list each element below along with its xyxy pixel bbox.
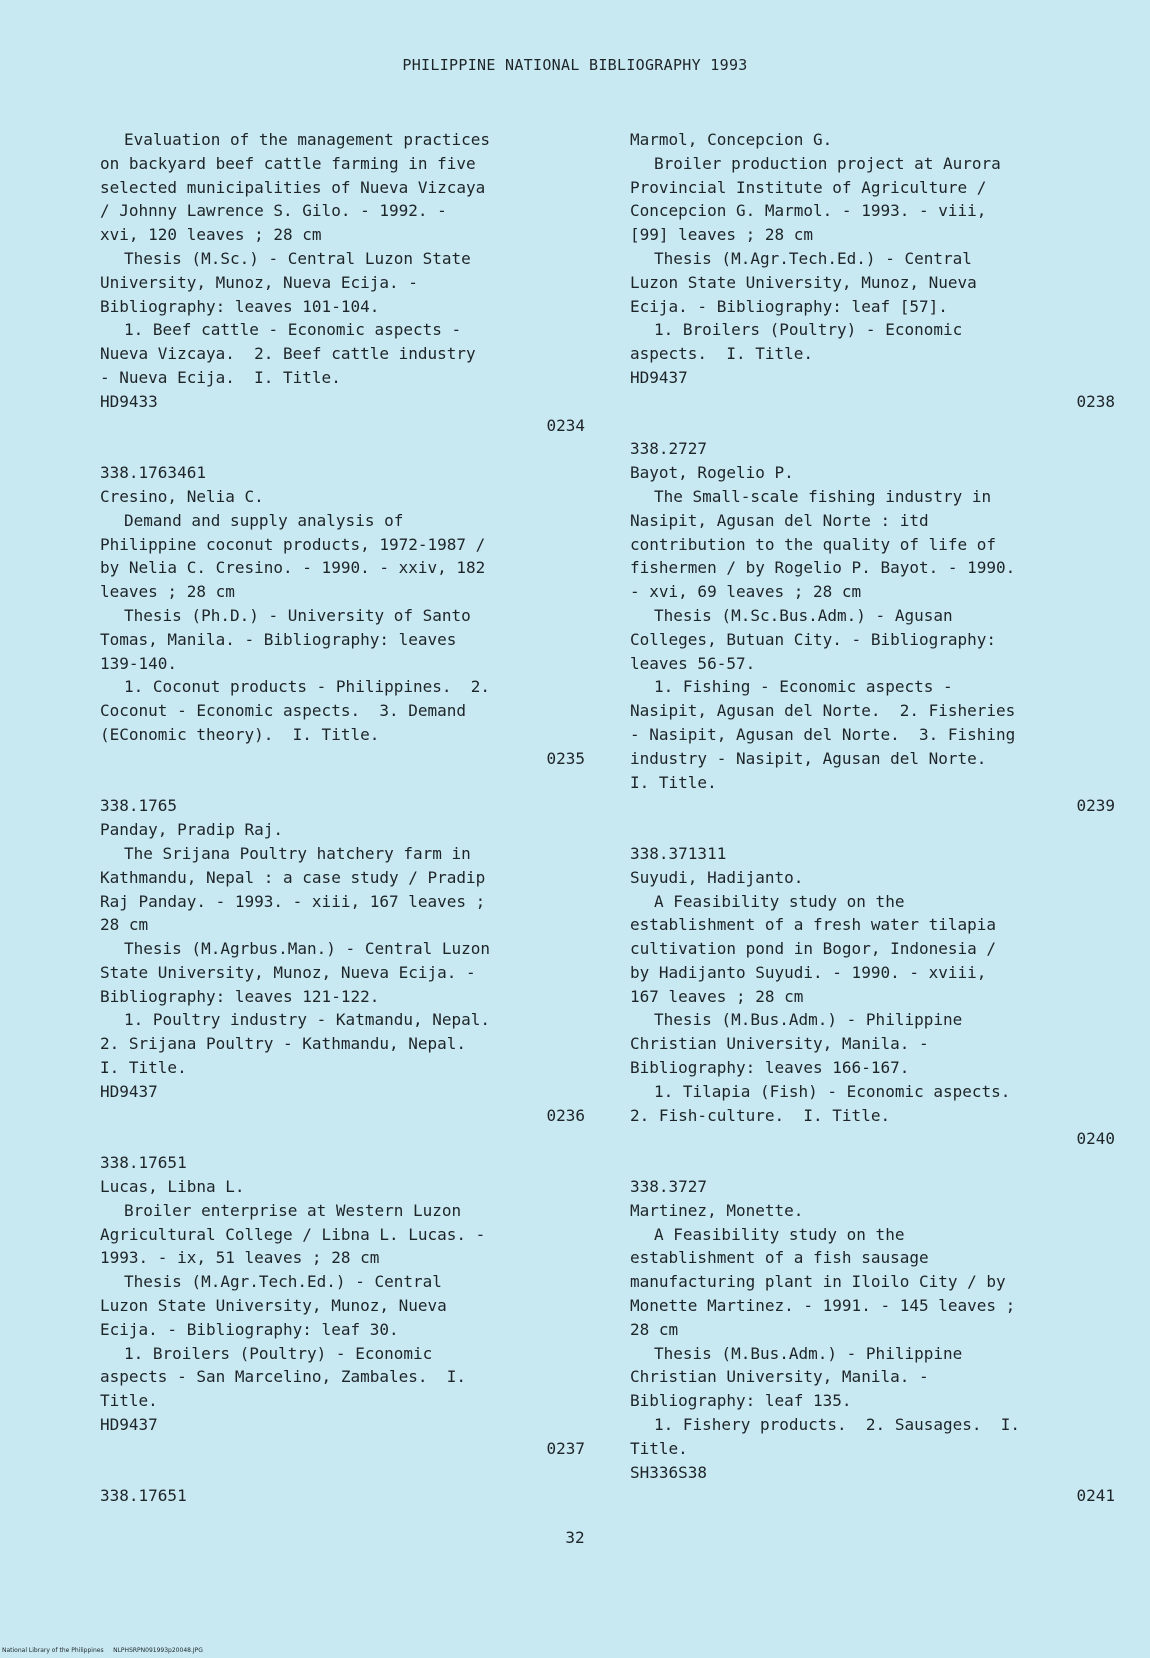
entry-line: Luzon State University, Munoz, Nueva (630, 272, 977, 292)
entry-line: Concepcion G. Marmol. - 1993. - viii, (630, 201, 987, 221)
page-header: PHILIPPINE NATIONAL BIBLIOGRAPHY 1993 (402, 56, 748, 74)
entry-line: manufacturing plant in Iloilo City / by (630, 1272, 1006, 1292)
entry-line: 28 cm (100, 915, 149, 935)
entry-line: Thesis (Ph.D.) - University of Santo (124, 605, 471, 625)
entry-gap (100, 437, 585, 461)
entry-line: Panday, Pradip Raj. (100, 820, 284, 840)
entry-line: I. Title. (100, 1058, 187, 1078)
entry-number: 0236 (546, 1105, 585, 1125)
entry-line: Demand and supply analysis of (124, 510, 404, 530)
entry-line: aspects - San Marcelino, Zambales. I. (100, 1367, 467, 1387)
entry-line: 28 cm (630, 1319, 679, 1339)
entry-line: Agricultural College / Libna L. Lucas. - (100, 1224, 486, 1244)
entry-line: leaves ; 28 cm (100, 582, 235, 602)
entry-line: I. Title. (630, 772, 717, 792)
entry-line: Luzon State University, Munoz, Nueva (100, 1296, 447, 1316)
entry-line: 1. Beef cattle - Economic aspects - (124, 320, 462, 340)
entry-line: [99] leaves ; 28 cm (630, 225, 814, 245)
entry-line: Lucas, Libna L. (100, 1177, 245, 1197)
entry-number: 0240 (1076, 1129, 1115, 1149)
entry-line: by Hadijanto Suyudi. - 1990. - xviii, (630, 962, 987, 982)
entry-line: Thesis (M.Sc.) - Central Luzon State (124, 248, 471, 268)
entry-line: contribution to the quality of life of (630, 534, 997, 554)
entry-line: Marmol, Concepcion G. (630, 130, 833, 149)
entry-line: 1. Tilapia (Fish) - Economic aspects. (654, 1081, 1011, 1101)
entry-number: 0239 (1076, 796, 1115, 816)
entry-line: 338.371311 (630, 843, 727, 863)
entry-line: by Nelia C. Cresino. - 1990. - xxiv, 182 (100, 558, 486, 578)
entry-line: 1. Broilers (Poultry) - Economic (654, 320, 963, 340)
entry-line: industry - Nasipit, Agusan del Norte. (630, 748, 987, 768)
entry-line: Tomas, Manila. - Bibliography: leaves (100, 629, 457, 649)
entry-line: on backyard beef cattle farming in five (100, 153, 476, 173)
entry-gap (100, 1127, 585, 1151)
entry-line: leaves 56-57. (630, 653, 756, 673)
entry-line: Thesis (M.Agr.Tech.Ed.) - Central (654, 248, 972, 268)
left-column (100, 128, 585, 1508)
entry-line: Thesis (M.Agrbus.Man.) - Central Luzon (124, 939, 491, 959)
entry-line: xvi, 120 leaves ; 28 cm (100, 225, 322, 245)
entry-line: Title. (100, 1391, 158, 1411)
entry-line: 2. Fish-culture. I. Title. (630, 1105, 891, 1125)
entry-line: Thesis (M.Agr.Tech.Ed.) - Central (124, 1272, 442, 1292)
right-column (630, 128, 1115, 1508)
entry-line: selected municipalities of Nueva Vizcaya (100, 177, 486, 197)
entry-line: 1. Broilers (Poultry) - Economic (124, 1343, 433, 1363)
entry-line: Christian University, Manila. - (630, 1034, 929, 1054)
entry-line: Provincial Institute of Agriculture / (630, 177, 987, 197)
entry-line: establishment of a fresh water tilapia (630, 915, 997, 935)
entry-line: 338.1765 (100, 796, 178, 816)
entry-line: 338.3727 (630, 1177, 708, 1197)
entry-line: - xvi, 69 leaves ; 28 cm (630, 582, 862, 602)
entry-line: Nasipit, Agusan del Norte : itd (630, 510, 929, 530)
entry-line: Ecija. - Bibliography: leaf [57]. (630, 296, 948, 316)
entry-line: 338.17651 (100, 1486, 187, 1506)
page-number: 32 (565, 1528, 585, 1547)
entry-line: HD9437 (100, 1415, 158, 1435)
entry-line: Kathmandu, Nepal : a case study / Pradip (100, 867, 486, 887)
entry-line: Suyudi, Hadijanto. (630, 867, 804, 887)
entry-line: fishermen / by Rogelio P. Bayot. - 1990. (630, 558, 1016, 578)
entry-line: Monette Martinez. - 1991. - 145 leaves ; (630, 1296, 1016, 1316)
entry-line: State University, Munoz, Nueva Ecija. - (100, 962, 476, 982)
entry-number: 0241 (1076, 1486, 1115, 1506)
entry-line: / Johnny Lawrence S. Gilo. - 1992. - (100, 201, 447, 221)
entry-line: (EConomic theory). I. Title. (100, 724, 380, 744)
entry-line: Nasipit, Agusan del Norte. 2. Fisheries (630, 701, 1016, 721)
entry-line: 1993. - ix, 51 leaves ; 28 cm (100, 1248, 380, 1268)
entry-line: HD9437 (100, 1081, 158, 1101)
entry-line: Cresino, Nelia C. (100, 486, 264, 506)
entry-number: 0234 (546, 415, 585, 435)
entry-line: Bibliography: leaf 135. (630, 1391, 852, 1411)
entry-line: The Small-scale fishing industry in (654, 486, 992, 506)
entry-line: 167 leaves ; 28 cm (630, 986, 804, 1006)
entry-line: A Feasibility study on the (654, 891, 905, 911)
entry-line: HD9433 (100, 391, 158, 411)
entry-line: Martinez, Monette. (630, 1200, 804, 1220)
entry-line: Thesis (M.Bus.Adm.) - Philippine (654, 1343, 963, 1363)
entry-line: 1. Fishing - Economic aspects - (654, 677, 953, 697)
entry-line: 139-140. (100, 653, 178, 673)
entry-line: Thesis (M.Sc.Bus.Adm.) - Agusan (654, 605, 953, 625)
entry-line: Broiler enterprise at Western Luzon (124, 1200, 462, 1220)
entry-line: cultivation pond in Bogor, Indonesia / (630, 939, 997, 959)
entry-line: Bibliography: leaves 101-104. (100, 296, 380, 316)
entry-gap (100, 771, 585, 795)
entry-line: The Srijana Poultry hatchery farm in (124, 843, 471, 863)
entry-line: 338.2727 (630, 439, 708, 459)
entry-line: HD9437 (630, 367, 688, 387)
entry-line: 338.17651 (100, 1153, 187, 1173)
entry-number: 0237 (546, 1438, 585, 1458)
entry-line: SH336S38 (630, 1462, 708, 1482)
entry-line: Bibliography: leaves 121-122. (100, 986, 380, 1006)
entry-number: 0235 (546, 748, 585, 768)
entry-gap (630, 414, 1115, 438)
entry-line: Evaluation of the management practices (124, 130, 491, 149)
entry-line: 1. Fishery products. 2. Sausages. I. (654, 1415, 1021, 1435)
scan-footer: National Library of the Philippines NLPHSRPN091993p20048.JPG (2, 1647, 203, 1654)
entry-line: - Nasipit, Agusan del Norte. 3. Fishing (630, 724, 1016, 744)
entry-line: - Nueva Ecija. I. Title. (100, 367, 341, 387)
entry-gap (630, 1151, 1115, 1175)
entry-line: A Feasibility study on the (654, 1224, 905, 1244)
entry-line: Christian University, Manila. - (630, 1367, 929, 1387)
entry-line: 1. Coconut products - Philippines. 2. (124, 677, 491, 697)
entry-line: Ecija. - Bibliography: leaf 30. (100, 1319, 399, 1339)
entry-line: University, Munoz, Nueva Ecija. - (100, 272, 418, 292)
entry-line: establishment of a fish sausage (630, 1248, 929, 1268)
entry-line: Coconut - Economic aspects. 3. Demand (100, 701, 467, 721)
entry-line: Title. (630, 1438, 688, 1458)
entry-line: 2. Srijana Poultry - Kathmandu, Nepal. (100, 1034, 467, 1054)
entry-gap (630, 818, 1115, 842)
entry-line: Nueva Vizcaya. 2. Beef cattle industry (100, 344, 476, 364)
entry-line: aspects. I. Title. (630, 344, 814, 364)
entry-line: 1. Poultry industry - Katmandu, Nepal. (124, 1010, 491, 1030)
entry-line: Bibliography: leaves 166-167. (630, 1058, 910, 1078)
entry-gap (100, 1461, 585, 1485)
entry-line: Bayot, Rogelio P. (630, 463, 794, 483)
entry-number: 0238 (1076, 391, 1115, 411)
entry-line: Broiler production project at Aurora (654, 153, 1001, 173)
entry-line: Philippine coconut products, 1972-1987 / (100, 534, 486, 554)
entry-line: Raj Panday. - 1993. - xiii, 167 leaves ; (100, 891, 486, 911)
entry-line: Thesis (M.Bus.Adm.) - Philippine (654, 1010, 963, 1030)
entry-line: Colleges, Butuan City. - Bibliography: (630, 629, 997, 649)
entry-line: 338.1763461 (100, 463, 206, 483)
